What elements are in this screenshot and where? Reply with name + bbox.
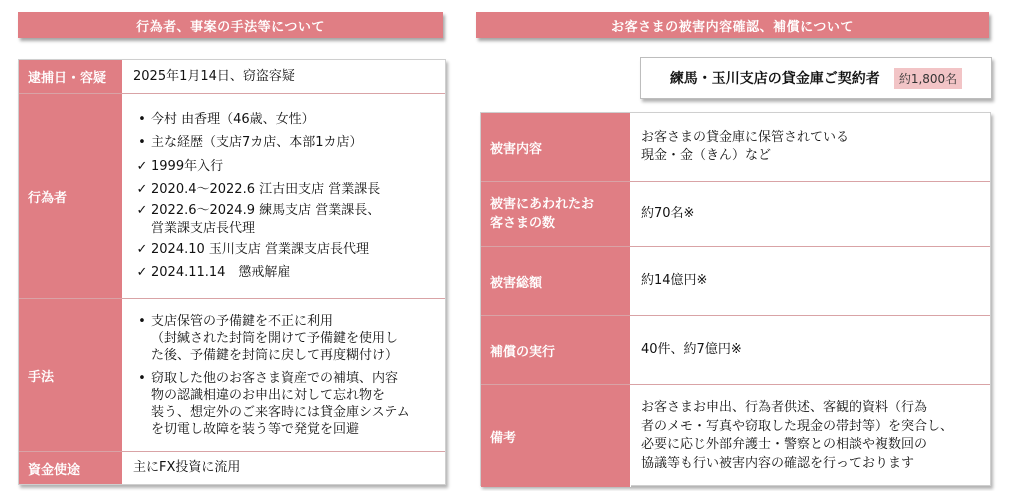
value-total: 約14億円※ — [641, 273, 708, 288]
label-damage: 被害内容 — [481, 113, 631, 181]
method-item-2: • 窃取した他のお客さま資産での補填、内容 物の認識相違のお申出に対して忘れ物を 装う、想定外のご来客時には貸金庫システム を切電し故障を装う等で発覚を回避 — [133, 370, 445, 438]
check-icon: ✓ — [136, 265, 148, 280]
label-actor: 行為者 — [19, 94, 123, 298]
left-info-table — [18, 59, 446, 485]
bullet-icon: • — [138, 135, 146, 150]
check-icon: ✓ — [136, 182, 148, 197]
value-compensation: 40件、約7億円※ — [641, 342, 742, 357]
check-icon: ✓ — [136, 202, 148, 218]
check-icon: ✓ — [136, 241, 148, 257]
row-total — [481, 247, 990, 316]
row-victims — [481, 182, 990, 247]
label-arrest: 逮捕日・容疑 — [19, 60, 123, 93]
right-panel-header: お客さまの被害内容確認、補償について — [476, 12, 989, 38]
label-victims: 被害にあわれたお 客さまの数 — [481, 182, 631, 246]
label-compensation: 補償の実行 — [481, 316, 631, 384]
left-panel-header: 行為者、事案の手法等について — [18, 12, 443, 38]
bullet-icon: • — [138, 313, 146, 329]
career-item: ✓ 2024.10 玉川支店 営業課支店長代理 — [133, 238, 445, 262]
row-damage — [481, 113, 990, 182]
right-info-table — [480, 112, 991, 486]
value-victims: 約70名※ — [641, 206, 695, 221]
row-method — [19, 299, 445, 452]
value-notes: お客さまお申出、行為者供述、客観的資料（行為 者のメモ・写真や窃取した現金の帯封等）を突合し、 必要に応じ外部弁護士・警察との相談や複数回の 協議等も行い被害内容の確認を行っております — [641, 400, 954, 471]
actor-bullet-2: • 主な経歴（支店7カ店、本部1カ店） — [133, 131, 445, 155]
label-method: 手法 — [19, 299, 123, 451]
career-item: ✓ 1999年入行 — [133, 155, 445, 179]
actor-bullet-1: • 今村 由香理（46歳、女性） — [133, 108, 445, 132]
value-funds: 主にFX投資に流用 — [133, 460, 241, 475]
contract-box — [640, 57, 992, 99]
check-icon: ✓ — [136, 158, 148, 174]
career-item: ✓ 2020.4～2022.6 江古田支店 営業課長 — [133, 178, 445, 202]
contract-count-badge: 約1,800名 — [894, 68, 962, 89]
row-funds — [19, 452, 445, 484]
career-item: ✓ 2024.11.14 懲戒解雇 — [133, 261, 445, 285]
row-arrest — [19, 60, 445, 94]
value-arrest: 2025年1月14日、窃盗容疑 — [133, 68, 295, 84]
row-actor — [19, 94, 445, 299]
label-total: 被害総額 — [481, 247, 631, 315]
row-compensation — [481, 316, 990, 385]
method-item-1: • 支店保管の予備鍵を不正に利用 （封緘された封筒を開けて予備鍵を使用し た後、予備鍵を封筒に戻して再度糊付け） — [133, 313, 445, 364]
row-notes — [481, 385, 990, 487]
value-actor — [123, 94, 445, 298]
value-method — [123, 299, 445, 451]
bullet-icon: • — [138, 111, 146, 127]
bullet-icon: • — [138, 370, 146, 386]
career-item: ✓ 2022.6～2024.9 練馬支店 営業課長、 営業課支店長代理 — [133, 202, 445, 238]
label-funds: 資金使途 — [19, 452, 123, 484]
label-notes: 備考 — [481, 385, 631, 487]
value-damage: お客さまの貸金庫に保管されている 現金・金（きん）など — [641, 130, 850, 163]
contract-title: 練馬・玉川支店の貸金庫ご契約者 — [669, 71, 880, 87]
